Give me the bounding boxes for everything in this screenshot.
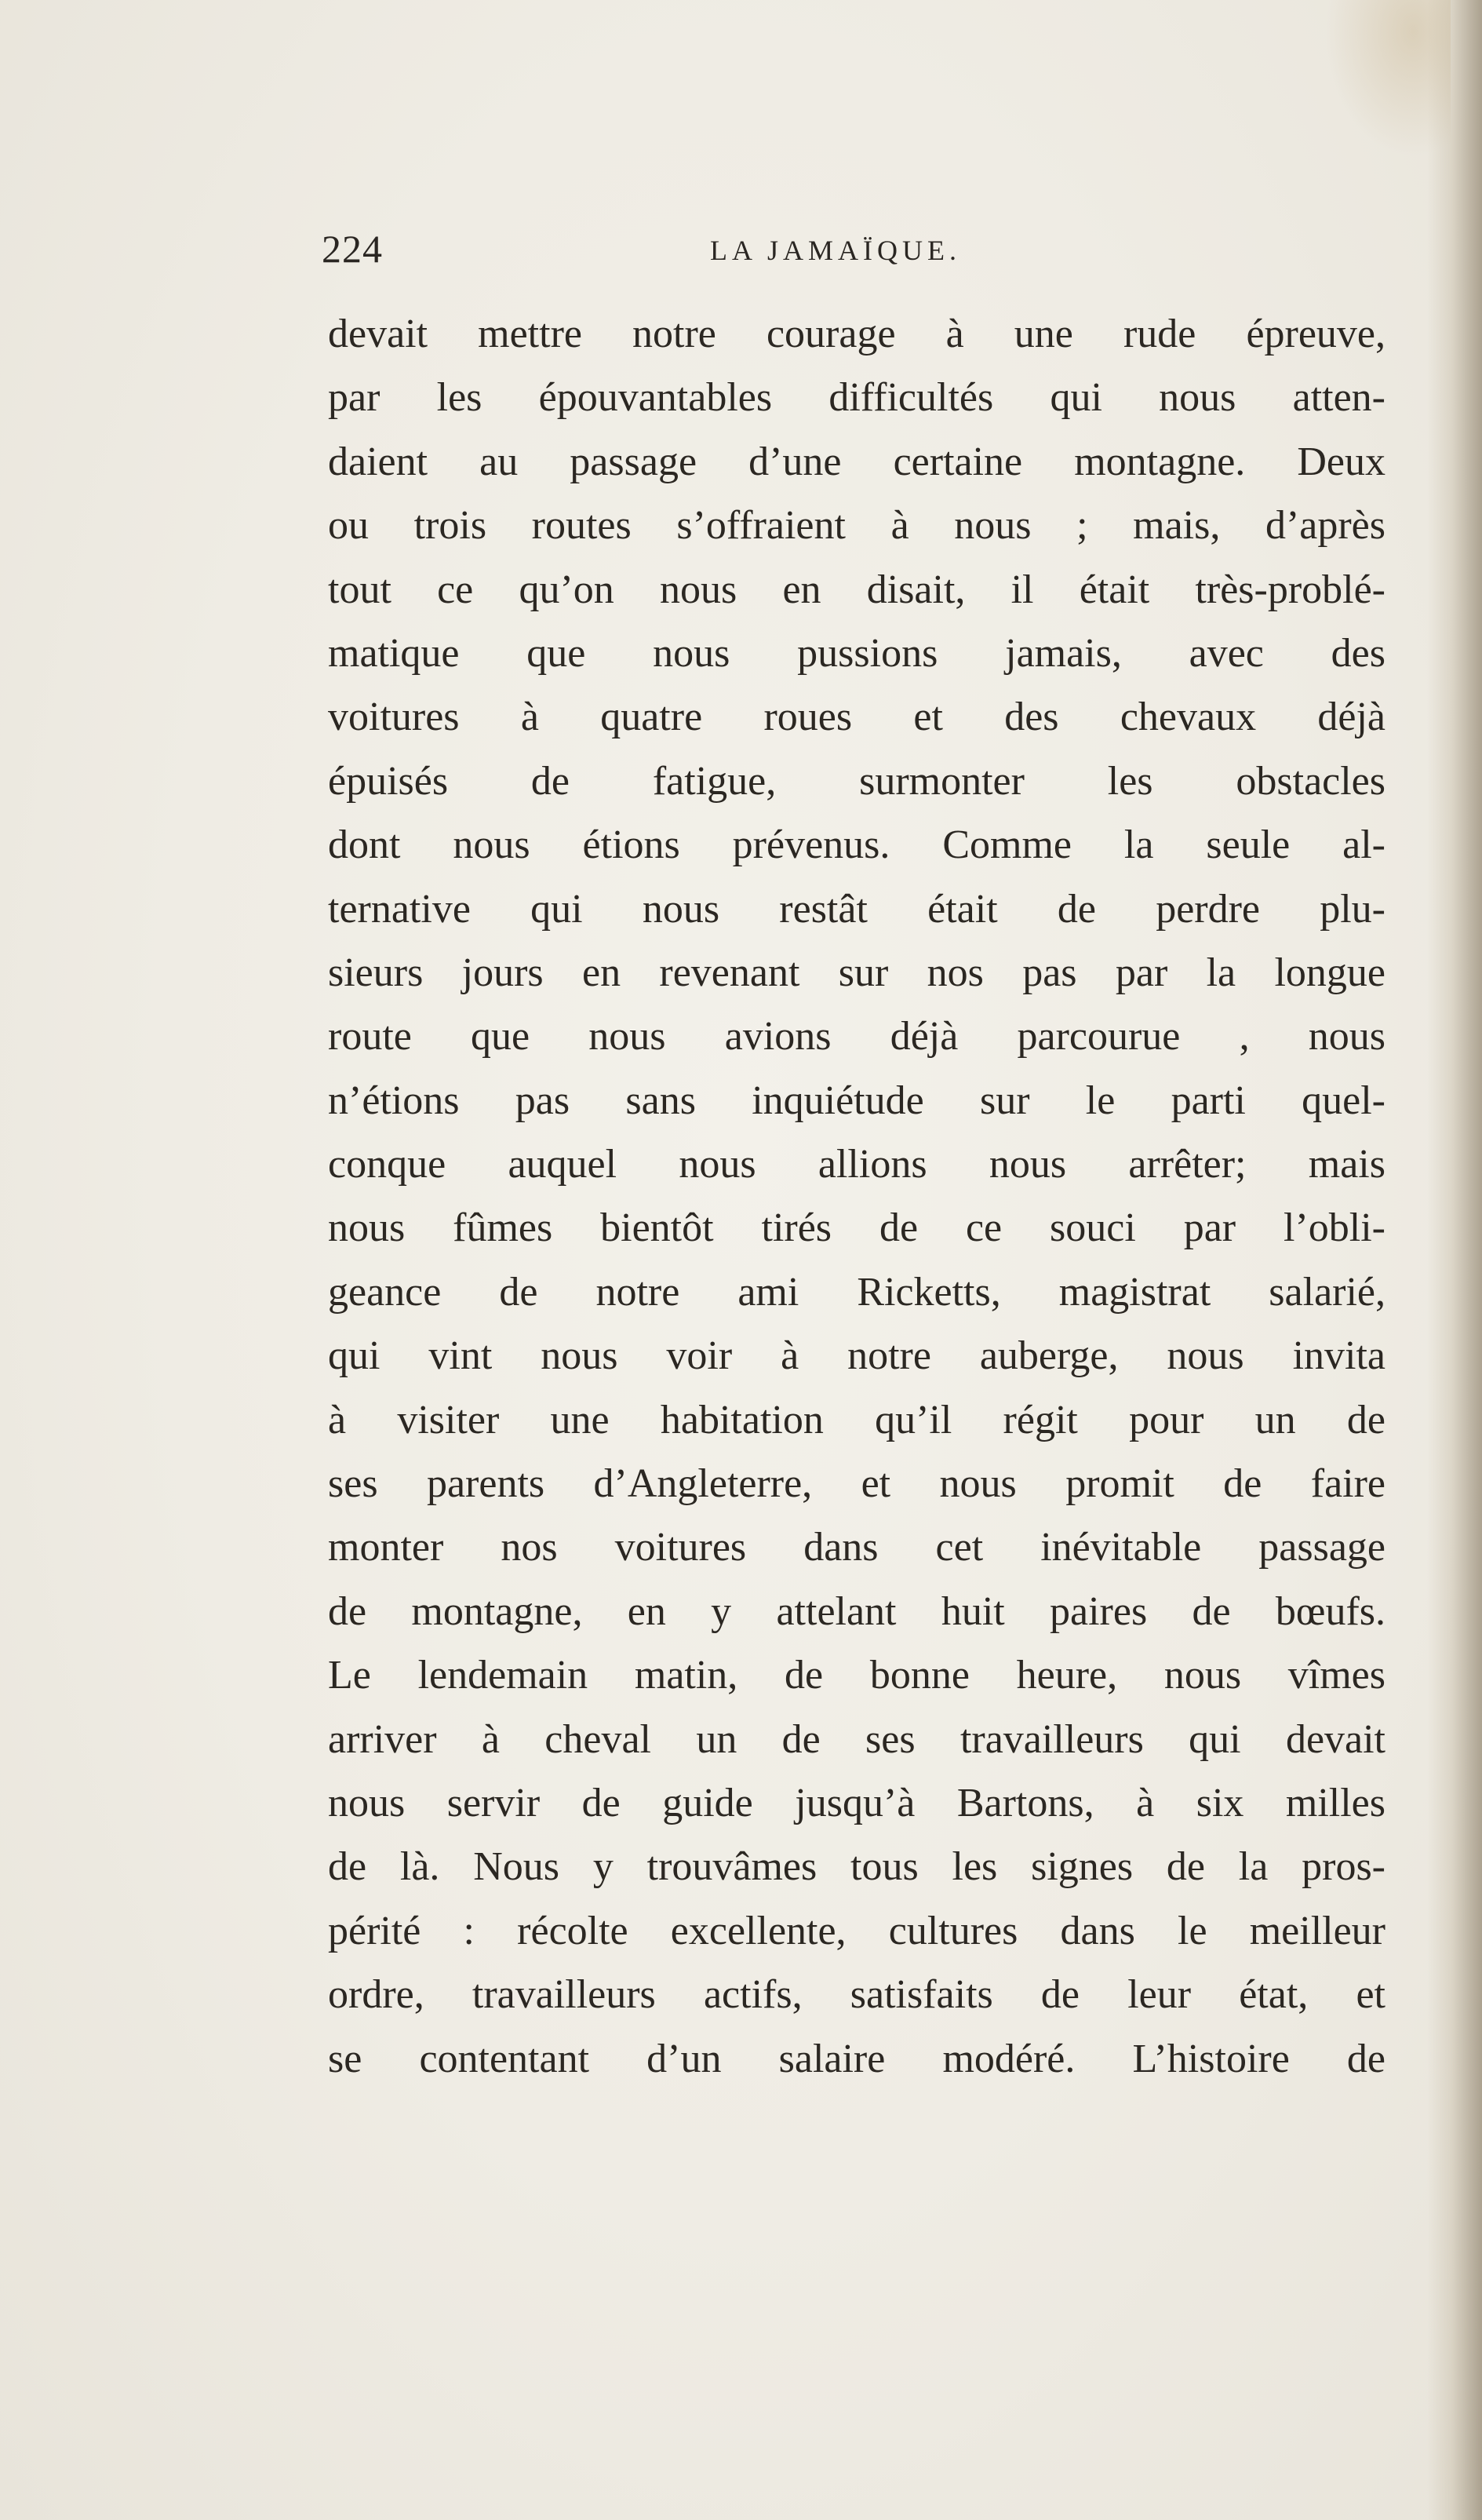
text-line: ses parents d’Angleterre, et nous promit de faire bbox=[328, 1461, 1386, 1507]
text-line: dont nous étions prévenus. Comme la seule al- bbox=[328, 822, 1386, 868]
text-line: voitures à quatre roues et des chevaux déjà bbox=[328, 695, 1386, 740]
page-number: 224 bbox=[322, 227, 383, 271]
text-line: tout ce qu’on nous en disait, il était très-problé- bbox=[328, 567, 1386, 612]
page-header bbox=[322, 226, 1389, 281]
text-line: ou trois routes s’offraient à nous ; mais, d’après bbox=[328, 503, 1386, 549]
text-line: par les épouvantables difficultés qui nous atten- bbox=[328, 375, 1386, 421]
text-line: périté : récolte excellente, cultures dans le meilleur bbox=[328, 1908, 1386, 1953]
text-line: route que nous avions déjà parcourue , nous bbox=[328, 1014, 1386, 1059]
running-title: LA JAMAÏQUE. bbox=[710, 235, 961, 266]
text-line: se contentant d’un salaire modéré. L’histoire de bbox=[328, 2036, 1386, 2081]
text-line: ordre, travailleurs actifs, satisfaits de leur état, et bbox=[328, 1972, 1386, 2018]
text-line: Le lendemain matin, de bonne heure, nous vîmes bbox=[328, 1653, 1386, 1698]
text-line: nous fûmes bientôt tirés de ce souci par l’obli- bbox=[328, 1205, 1386, 1251]
text-line: à visiter une habitation qu’il régit pour un de bbox=[328, 1397, 1386, 1442]
text-line: n’étions pas sans inquiétude sur le parti quel- bbox=[328, 1078, 1386, 1123]
text-line: de là. Nous y trouvâmes tous les signes de la pros- bbox=[328, 1844, 1386, 1890]
text-line: geance de notre ami Ricketts, magistrat salarié, bbox=[328, 1269, 1386, 1315]
text-line: ternative qui nous restât était de perdre plu- bbox=[328, 886, 1386, 932]
text-line: daient au passage d’une certaine montagne. Deux bbox=[328, 439, 1386, 484]
page-edge-shadow bbox=[1427, 0, 1482, 2520]
text-line: monter nos voitures dans cet inévitable passage bbox=[328, 1525, 1386, 1570]
body-text bbox=[328, 302, 1386, 2091]
text-line: qui vint nous voir à notre auberge, nous invita bbox=[328, 1333, 1386, 1379]
text-line: nous servir de guide jusqu’à Bartons, à six milles bbox=[328, 1780, 1386, 1825]
text-line: conque auquel nous allions nous arrêter; mais bbox=[328, 1142, 1386, 1187]
paper-stain bbox=[1325, 0, 1451, 157]
text-line: épuisés de fatigue, surmonter les obstacles bbox=[328, 758, 1386, 804]
text-line: sieurs jours en revenant sur nos pas par la longue bbox=[328, 950, 1386, 995]
text-line: devait mettre notre courage à une rude épreuve, bbox=[328, 312, 1386, 356]
text-line: arriver à cheval un de ses travailleurs qui devait bbox=[328, 1716, 1386, 1762]
text-line: matique que nous pussions jamais, avec des bbox=[328, 630, 1386, 676]
text-line: de montagne, en y attelant huit paires de bœufs. bbox=[328, 1588, 1386, 1634]
